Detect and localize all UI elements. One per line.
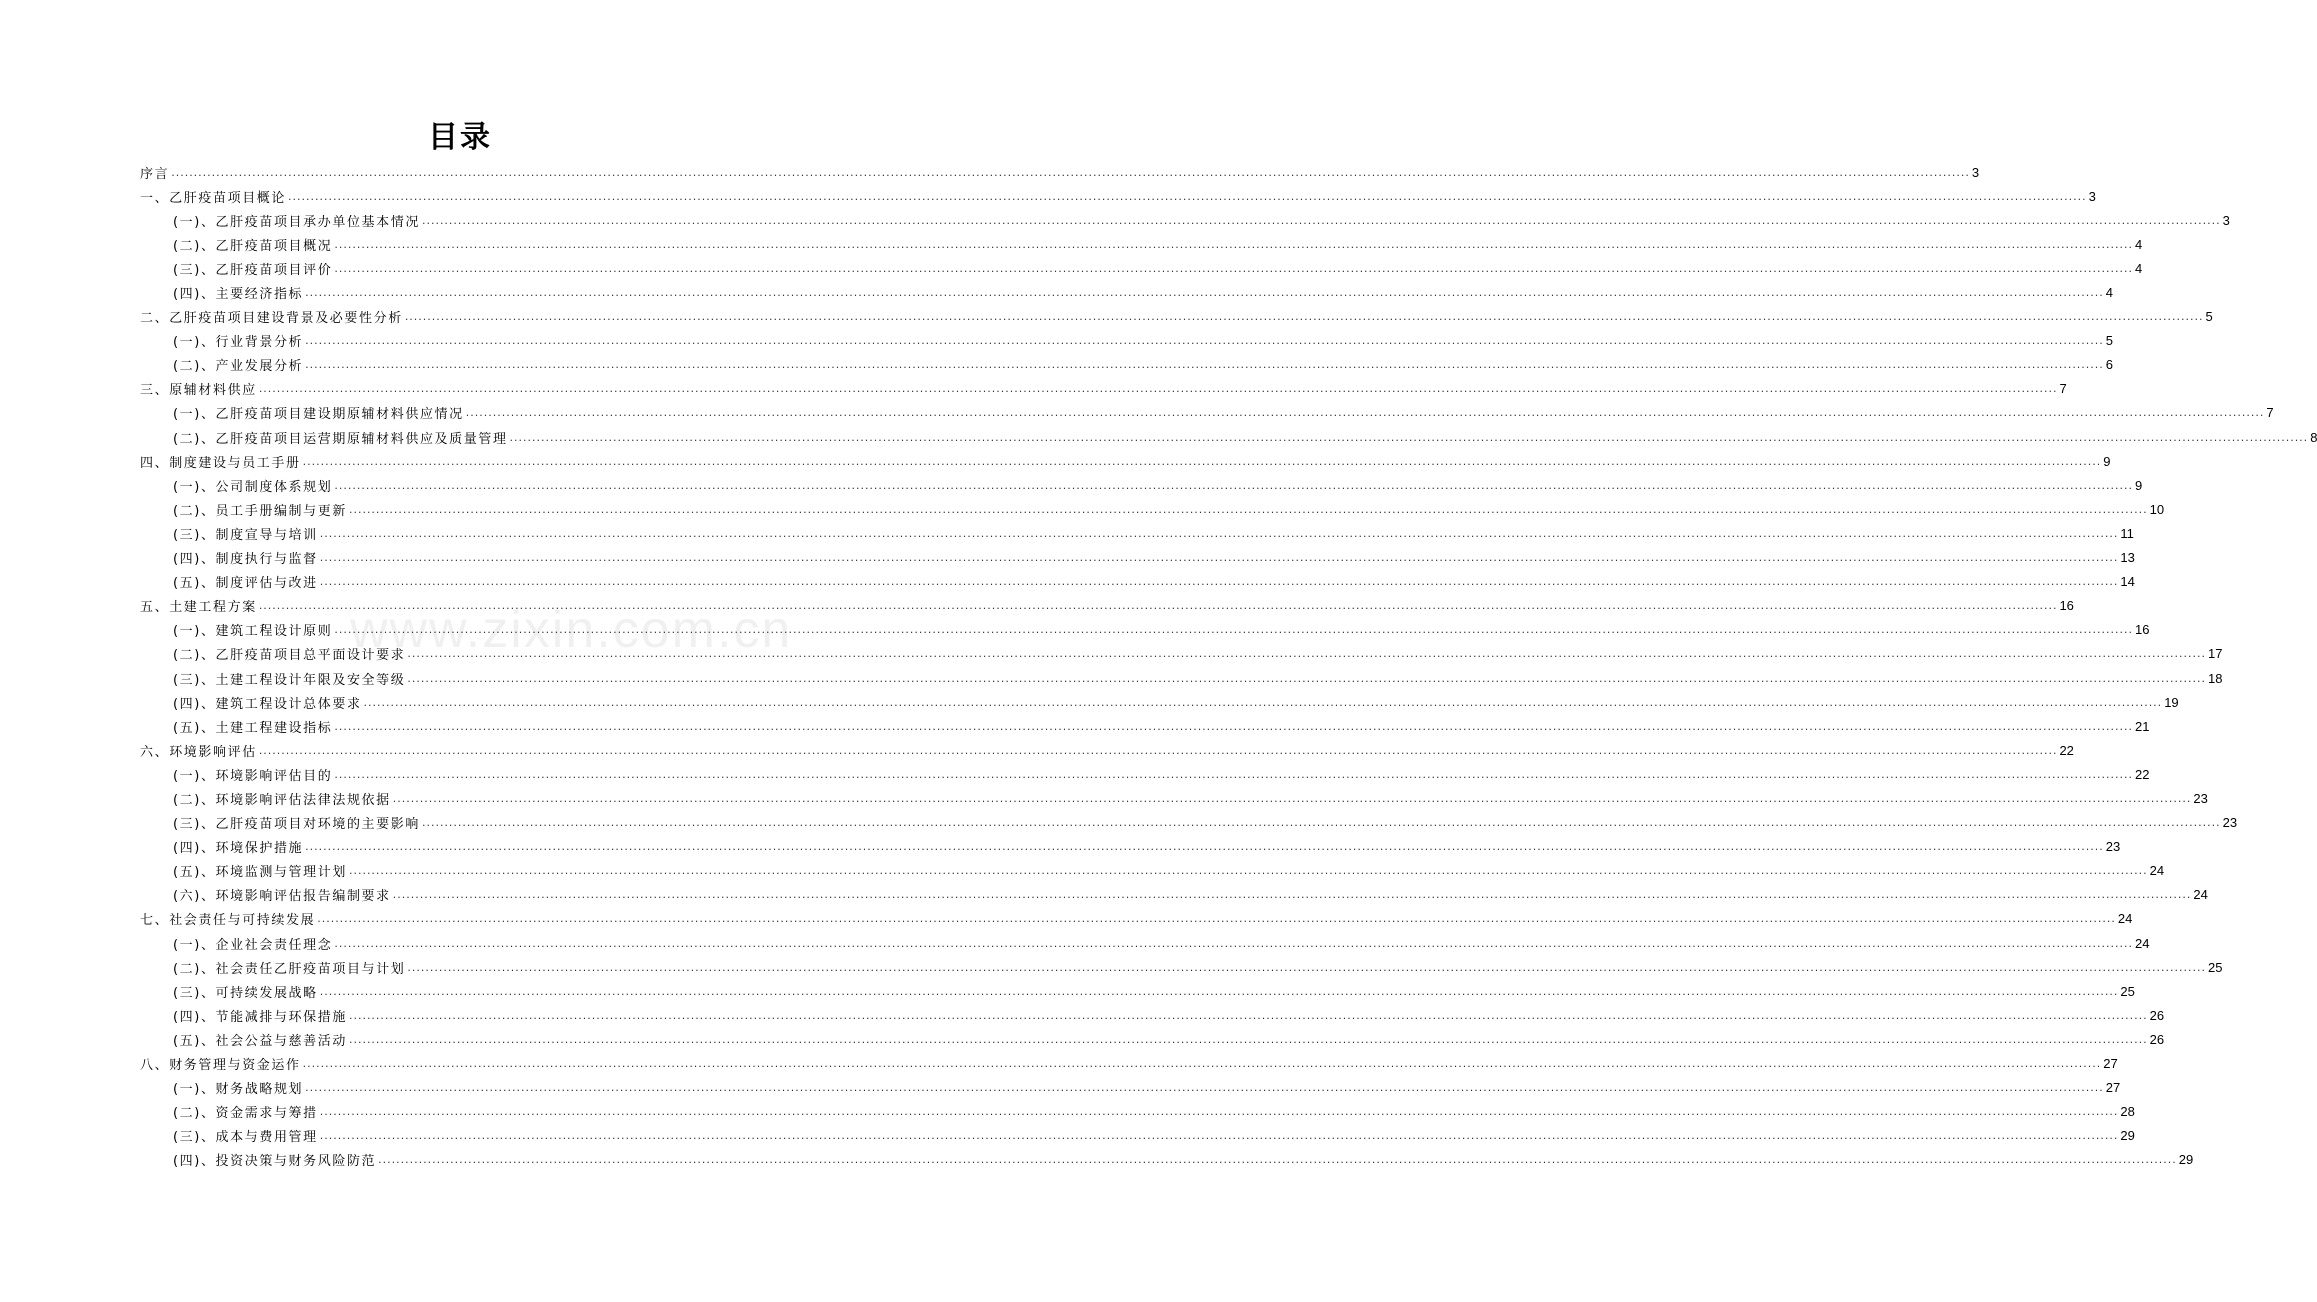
toc-entry-label: 六、环境影响评估 xyxy=(140,744,257,760)
toc-page-number: 19 xyxy=(2164,694,2179,710)
toc-entry[interactable] xyxy=(140,738,2074,762)
toc-page-number: 7 xyxy=(2059,381,2067,397)
toc-entry-label: (三)、制度宣导与培训 xyxy=(173,527,318,543)
toc-subentry[interactable] xyxy=(140,1027,2165,1051)
toc-entry[interactable] xyxy=(140,160,1980,184)
toc-title: 目录 xyxy=(428,120,492,155)
toc-entry-label: (二)、资金需求与筹措 xyxy=(173,1106,318,1122)
toc-page-number: 24 xyxy=(2193,887,2208,903)
toc-leader-dots: ................................................................................................................................................................................................................................................................................................................................................................................................................ xyxy=(404,310,2204,324)
toc-page-number: 11 xyxy=(2120,525,2134,541)
toc-entry-label: 序言 xyxy=(140,166,170,182)
toc-leader-dots: ................................................................................................................................................................................................................................................................................................................................................................................................................ xyxy=(319,526,2119,540)
toc-leader-dots: ................................................................................................................................................................................................................................................................................................................................................................................................................ xyxy=(348,1008,2148,1022)
toc-entry[interactable] xyxy=(140,594,2074,618)
toc-page-number: 24 xyxy=(2134,935,2150,951)
toc-entry-label: (二)、环境影响评估法律法规依据 xyxy=(173,792,391,808)
toc-page-number: 26 xyxy=(2149,1031,2165,1047)
toc-entry-label: (五)、社会公益与慈善活动 xyxy=(173,1033,347,1049)
toc-subentry[interactable] xyxy=(140,1003,2165,1027)
toc-subentry[interactable] xyxy=(140,883,2208,907)
toc-leader-dots: ................................................................................................................................................................................................................................................................................................................................................................................................................ xyxy=(348,864,2148,878)
toc-page-number: 9 xyxy=(2134,477,2143,493)
toc-page-number: 5 xyxy=(2205,309,2213,325)
toc-page-number: 18 xyxy=(2207,670,2223,686)
toc-page-number: 16 xyxy=(2059,598,2074,614)
toc-page-number: 4 xyxy=(2134,260,2143,276)
toc-subentry[interactable] xyxy=(140,497,2165,521)
toc-leader-dots: ................................................................................................................................................................................................................................................................................................................................................................................................................ xyxy=(421,213,2221,227)
toc-leader-dots: ................................................................................................................................................................................................................................................................................................................................................................................................................ xyxy=(334,719,2133,733)
toc-page-number: 22 xyxy=(2059,742,2074,758)
toc-entry-label: (五)、环境监测与管理计划 xyxy=(173,865,347,881)
toc-leader-dots: ................................................................................................................................................................................................................................................................................................................................................................................................................ xyxy=(319,575,2119,589)
toc-subentry[interactable] xyxy=(140,353,2114,377)
toc-entry-label: 三、原辅材料供应 xyxy=(140,383,257,399)
toc-leader-dots: ................................................................................................................................................................................................................................................................................................................................................................................................................ xyxy=(465,406,2265,420)
toc-leader-dots: ................................................................................................................................................................................................................................................................................................................................................................................................................ xyxy=(258,743,2058,757)
toc-entry-label: (一)、乙肝疫苗项目建设期原辅材料供应情况 xyxy=(173,407,464,423)
toc-page-number: 8 xyxy=(2310,429,2317,445)
toc-entry-label: (四)、主要经济指标 xyxy=(173,287,304,303)
toc-subentry[interactable] xyxy=(140,931,2150,955)
toc-entry-label: (三)、成本与费用管理 xyxy=(173,1130,318,1146)
toc-page-number: 24 xyxy=(2117,911,2133,927)
toc-entry[interactable] xyxy=(140,1051,2118,1075)
toc-entry-label: 五、土建工程方案 xyxy=(140,600,257,616)
toc-page-number: 7 xyxy=(2266,405,2274,421)
toc-page-number: 26 xyxy=(2149,1007,2165,1023)
toc-leader-dots: ................................................................................................................................................................................................................................................................................................................................................................................................................ xyxy=(334,623,2133,637)
table-of-contents xyxy=(140,160,2317,1172)
toc-leader-dots: ................................................................................................................................................................................................................................................................................................................................................................................................................ xyxy=(348,502,2148,516)
toc-entry-label: (一)、企业社会责任理念 xyxy=(173,937,333,953)
toc-entry-label: (一)、财务战略规划 xyxy=(173,1082,304,1098)
toc-page-number: 9 xyxy=(2103,453,2111,469)
toc-page-number: 10 xyxy=(2149,501,2165,517)
toc-leader-dots: ................................................................................................................................................................................................................................................................................................................................................................................................................ xyxy=(319,551,2119,565)
toc-entry-label: (三)、可持续发展战略 xyxy=(173,985,318,1001)
toc-page-number: 4 xyxy=(2105,285,2114,301)
toc-subentry[interactable] xyxy=(140,329,2114,353)
toc-subentry[interactable] xyxy=(140,955,2223,979)
toc-leader-dots: ................................................................................................................................................................................................................................................................................................................................................................................................................ xyxy=(319,1129,2119,1143)
toc-leader-dots: ................................................................................................................................................................................................................................................................................................................................................................................................................ xyxy=(258,599,2058,613)
toc-subentry[interactable] xyxy=(140,666,2223,690)
toc-subentry[interactable] xyxy=(140,401,2274,425)
toc-subentry[interactable] xyxy=(140,1124,2135,1148)
toc-leader-dots: ................................................................................................................................................................................................................................................................................................................................................................................................................ xyxy=(334,237,2133,251)
toc-leader-dots: ................................................................................................................................................................................................................................................................................................................................................................................................................ xyxy=(319,1105,2119,1119)
toc-leader-dots: ................................................................................................................................................................................................................................................................................................................................................................................................................ xyxy=(421,816,2221,830)
toc-page-number: 13 xyxy=(2120,550,2135,566)
toc-leader-dots: ................................................................................................................................................................................................................................................................................................................................................................................................................ xyxy=(392,888,2192,902)
toc-entry-label: (三)、乙肝疫苗项目评价 xyxy=(173,262,333,278)
toc-entry-label: (一)、建筑工程设计原则 xyxy=(173,624,333,640)
toc-entry-label: (一)、环境影响评估目的 xyxy=(173,768,333,784)
toc-entry-label: (四)、投资决策与财务风险防范 xyxy=(173,1154,377,1170)
watermark: www.zixin.com.cn xyxy=(350,601,793,659)
toc-entry-label: (二)、员工手册编制与更新 xyxy=(173,503,347,519)
toc-leader-dots: ................................................................................................................................................................................................................................................................................................................................................................................................................ xyxy=(305,334,2104,348)
toc-leader-dots: ................................................................................................................................................................................................................................................................................................................................................................................................................ xyxy=(334,936,2133,950)
toc-subentry[interactable] xyxy=(140,690,2179,714)
toc-entry-label: 四、制度建设与员工手册 xyxy=(140,455,301,471)
toc-subentry[interactable] xyxy=(140,232,2143,256)
toc-leader-dots: ................................................................................................................................................................................................................................................................................................................................................................................................................ xyxy=(407,647,2206,661)
toc-page-number: 23 xyxy=(2222,815,2238,831)
toc-subentry[interactable] xyxy=(140,1100,2135,1124)
toc-subentry[interactable] xyxy=(140,256,2143,280)
toc-entry-label: (二)、乙肝疫苗项目概况 xyxy=(173,238,333,254)
toc-entry-label: (二)、社会责任乙肝疫苗项目与计划 xyxy=(173,961,406,977)
toc-subentry[interactable] xyxy=(140,714,2150,738)
toc-subentry[interactable] xyxy=(140,570,2135,594)
toc-page-number: 3 xyxy=(1971,164,1980,180)
toc-page-number: 23 xyxy=(2193,790,2208,806)
toc-page-number: 21 xyxy=(2134,718,2150,734)
toc-subentry[interactable] xyxy=(140,546,2135,570)
toc-leader-dots: ................................................................................................................................................................................................................................................................................................................................................................................................................ xyxy=(288,189,2087,203)
toc-page-number: 29 xyxy=(2120,1128,2135,1144)
toc-leader-dots: ................................................................................................................................................................................................................................................................................................................................................................................................................ xyxy=(334,767,2133,781)
toc-page-number: 6 xyxy=(2105,357,2114,373)
toc-entry-label: 八、财务管理与资金运作 xyxy=(140,1058,301,1074)
toc-entry-label: (二)、产业发展分析 xyxy=(173,359,304,375)
toc-page-number: 23 xyxy=(2105,839,2121,855)
toc-page-number: 5 xyxy=(2105,333,2114,349)
toc-page-number: 3 xyxy=(2088,188,2096,204)
toc-leader-dots: ................................................................................................................................................................................................................................................................................................................................................................................................................ xyxy=(305,840,2104,854)
toc-entry[interactable] xyxy=(140,184,2096,208)
toc-page-number: 3 xyxy=(2222,212,2230,228)
toc-entry-label: (六)、环境影响评估报告编制要求 xyxy=(173,889,391,905)
toc-leader-dots: ................................................................................................................................................................................................................................................................................................................................................................................................................ xyxy=(171,165,1970,179)
toc-page-number: 29 xyxy=(2178,1152,2194,1168)
toc-subentry[interactable] xyxy=(140,1076,2121,1100)
toc-entry[interactable] xyxy=(140,305,2213,329)
toc-leader-dots: ................................................................................................................................................................................................................................................................................................................................................................................................................ xyxy=(305,1081,2104,1095)
toc-leader-dots: ................................................................................................................................................................................................................................................................................................................................................................................................................ xyxy=(348,1032,2148,1046)
toc-subentry[interactable] xyxy=(140,280,2114,304)
toc-entry-label: (四)、节能减排与环保措施 xyxy=(173,1009,347,1025)
toc-entry-label: (四)、环境保护措施 xyxy=(173,841,304,857)
toc-entry-label: (四)、建筑工程设计总体要求 xyxy=(173,696,362,712)
toc-entry[interactable] xyxy=(140,449,2111,473)
toc-entry-label: 一、乙肝疫苗项目概论 xyxy=(140,190,287,206)
toc-leader-dots: ................................................................................................................................................................................................................................................................................................................................................................................................................ xyxy=(305,358,2104,372)
toc-page-number: 24 xyxy=(2149,863,2165,879)
toc-leader-dots: ................................................................................................................................................................................................................................................................................................................................................................................................................ xyxy=(302,454,2102,468)
toc-entry-label: (一)、公司制度体系规划 xyxy=(173,479,333,495)
toc-leader-dots: ................................................................................................................................................................................................................................................................................................................................................................................................................ xyxy=(258,382,2058,396)
toc-leader-dots: ................................................................................................................................................................................................................................................................................................................................................................................................................ xyxy=(363,695,2163,709)
toc-entry-label: (五)、制度评估与改进 xyxy=(173,576,318,592)
toc-leader-dots: ................................................................................................................................................................................................................................................................................................................................................................................................................ xyxy=(334,478,2133,492)
toc-entry-label: (二)、乙肝疫苗项目总平面设计要求 xyxy=(173,648,406,664)
toc-subentry[interactable] xyxy=(140,811,2238,835)
toc-leader-dots: ................................................................................................................................................................................................................................................................................................................................................................................................................ xyxy=(509,430,2309,444)
toc-leader-dots: ................................................................................................................................................................................................................................................................................................................................................................................................................ xyxy=(392,791,2192,805)
toc-page-number: 17 xyxy=(2207,646,2223,662)
toc-page-number: 28 xyxy=(2120,1104,2135,1120)
toc-leader-dots: ................................................................................................................................................................................................................................................................................................................................................................................................................ xyxy=(407,960,2206,974)
toc-leader-dots: ................................................................................................................................................................................................................................................................................................................................................................................................................ xyxy=(319,984,2119,998)
toc-page-number: 16 xyxy=(2134,622,2150,638)
toc-subentry[interactable] xyxy=(140,786,2208,810)
toc-page-number: 14 xyxy=(2120,574,2135,590)
toc-subentry[interactable] xyxy=(140,835,2121,859)
toc-page-number: 25 xyxy=(2207,959,2223,975)
toc-page-number: 22 xyxy=(2134,766,2150,782)
toc-entry[interactable] xyxy=(140,377,2067,401)
toc-leader-dots: ................................................................................................................................................................................................................................................................................................................................................................................................................ xyxy=(317,912,2116,926)
toc-subentry[interactable] xyxy=(140,521,2134,545)
toc-entry-label: (四)、制度执行与监督 xyxy=(173,552,318,568)
toc-subentry[interactable] xyxy=(140,642,2223,666)
toc-leader-dots: ................................................................................................................................................................................................................................................................................................................................................................................................................ xyxy=(334,261,2133,275)
toc-entry-label: (一)、乙肝疫苗项目承办单位基本情况 xyxy=(173,214,420,230)
toc-entry[interactable] xyxy=(140,907,2133,931)
toc-entry-label: (一)、行业背景分析 xyxy=(173,335,304,351)
toc-page-number: 27 xyxy=(2103,1056,2118,1072)
toc-entry-label: 二、乙肝疫苗项目建设背景及必要性分析 xyxy=(140,311,403,327)
toc-subentry[interactable] xyxy=(140,618,2150,642)
toc-leader-dots: ................................................................................................................................................................................................................................................................................................................................................................................................................ xyxy=(378,1153,2177,1167)
toc-leader-dots: ................................................................................................................................................................................................................................................................................................................................................................................................................ xyxy=(305,286,2104,300)
toc-page-number: 25 xyxy=(2120,983,2135,999)
toc-subentry[interactable] xyxy=(140,425,2317,449)
toc-subentry[interactable] xyxy=(140,859,2165,883)
toc-leader-dots: ................................................................................................................................................................................................................................................................................................................................................................................................................ xyxy=(407,671,2206,685)
toc-subentry[interactable] xyxy=(140,473,2143,497)
toc-entry-label: (二)、乙肝疫苗项目运营期原辅材料供应及质量管理 xyxy=(173,431,508,447)
toc-page-number: 27 xyxy=(2105,1080,2121,1096)
toc-entry-label: (三)、土建工程设计年限及安全等级 xyxy=(173,672,406,688)
toc-entry-label: (三)、乙肝疫苗项目对环境的主要影响 xyxy=(173,817,420,833)
toc-page-number: 4 xyxy=(2134,236,2143,252)
toc-entry-label: 七、社会责任与可持续发展 xyxy=(140,913,316,929)
toc-leader-dots: ................................................................................................................................................................................................................................................................................................................................................................................................................ xyxy=(302,1057,2102,1071)
toc-subentry[interactable] xyxy=(140,1148,2194,1172)
toc-entry-label: (五)、土建工程建设指标 xyxy=(173,720,333,736)
toc-subentry[interactable] xyxy=(140,979,2135,1003)
toc-subentry[interactable] xyxy=(140,208,2230,232)
toc-subentry[interactable] xyxy=(140,762,2150,786)
